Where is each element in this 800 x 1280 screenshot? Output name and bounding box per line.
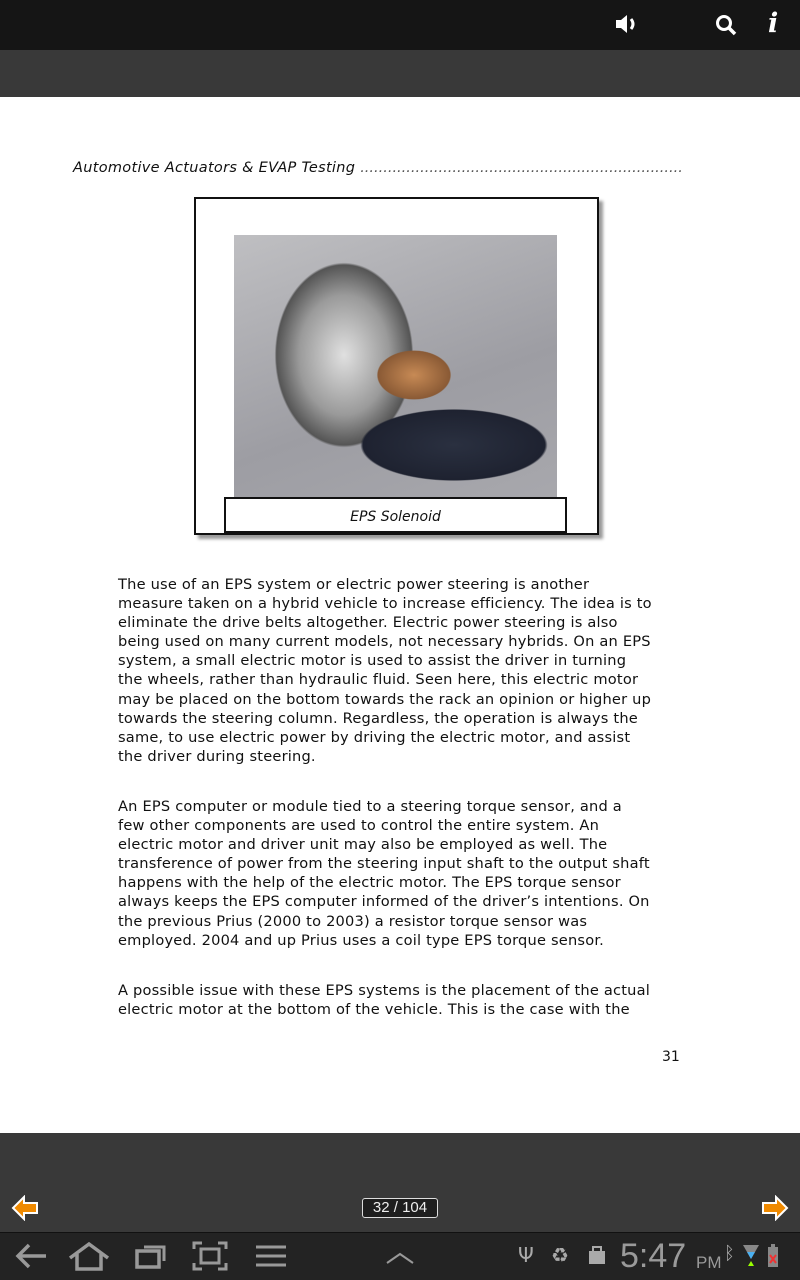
header-title: Automotive Actuators & EVAP Testing	[73, 160, 356, 176]
search-icon[interactable]	[715, 14, 737, 42]
info-icon[interactable]: i	[768, 8, 779, 39]
paragraph	[118, 981, 698, 1019]
paragraph	[118, 575, 698, 766]
document-page	[0, 97, 800, 1133]
text-line: being used on many current models, not necessary hybrids. On an EPS	[118, 633, 651, 651]
header-leader: ......................................................................	[360, 160, 683, 176]
text-line: A possible issue with these EPS systems is the placement of the actual	[118, 982, 651, 999]
text-line: happens with the help of the electric motor. The EPS torque sensor	[118, 874, 621, 892]
recent-apps-icon[interactable]	[134, 1241, 170, 1275]
paragraph	[118, 797, 698, 950]
caption-box	[224, 497, 567, 533]
text-line: electric motor and driver unit may also be employed as well. The	[118, 836, 608, 854]
text-line: transference of power from the steering input shaft to the output shaft	[118, 855, 650, 873]
text-line: few other components are used to control the entire system. An	[118, 817, 600, 835]
text-line: same, to use electric power by driving the electric motor, and assist	[118, 728, 631, 746]
menu-icon[interactable]	[254, 1241, 288, 1275]
page-header	[73, 160, 683, 176]
secondary-toolbar	[0, 50, 800, 97]
wifi-signal-icon	[742, 1243, 760, 1272]
clock-time: 5:47	[620, 1237, 687, 1275]
shopping-bag-icon	[586, 1243, 608, 1270]
text-line: An EPS computer or module tied to a steering torque sensor, and a	[118, 798, 622, 815]
home-icon[interactable]	[66, 1241, 112, 1275]
recycle-icon: ♻	[551, 1243, 569, 1267]
text-line: The use of an EPS system or electric power steering is another	[118, 576, 590, 593]
usb-icon: Ψ	[518, 1243, 534, 1267]
text-line: may be placed on the bottom towards the rack an opinion or higher up	[118, 690, 652, 708]
figure	[194, 197, 599, 535]
text-line: system, a small electric motor is used to assist the driver in turning	[118, 652, 627, 670]
screenshot-icon[interactable]	[192, 1241, 228, 1275]
text-line: the wheels, rather than hydraulic fluid. Seen here, this electric motor	[118, 671, 639, 689]
expand-up-icon[interactable]	[384, 1241, 416, 1275]
text-line: employed. 2004 and up Prius uses a coil type EPS torque sensor.	[118, 931, 605, 949]
page-counter[interactable]: 32 / 104	[362, 1198, 438, 1218]
text-line: the driver during steering.	[118, 747, 316, 765]
text-line: the previous Prius (2000 to 2003) a resistor torque sensor was	[118, 912, 588, 930]
eps-solenoid-photo	[234, 235, 557, 500]
top-toolbar	[0, 0, 800, 50]
clock-ampm: PM	[696, 1253, 722, 1272]
figure-caption: EPS Solenoid	[350, 509, 441, 525]
text-line: always keeps the EPS computer informed of the driver’s intentions. On	[118, 893, 650, 911]
text-line: eliminate the drive belts altogether. Electric power steering is also	[118, 614, 618, 632]
next-page-arrow-icon[interactable]	[761, 1195, 787, 1221]
speaker-icon[interactable]	[615, 14, 639, 40]
bluetooth-icon: ᛒ	[724, 1243, 735, 1264]
back-icon[interactable]	[14, 1241, 48, 1275]
system-navbar	[0, 1232, 800, 1280]
battery-icon	[766, 1243, 780, 1274]
text-line: towards the steering column. Regardless, the operation is always the	[118, 709, 638, 727]
page-number: 31	[662, 1049, 680, 1065]
text-line: measure taken on a hybrid vehicle to increase efficiency. The idea is to	[118, 595, 652, 613]
text-line: electric motor at the bottom of the vehicle. This is the case with the	[118, 1001, 630, 1019]
previous-page-arrow-icon[interactable]	[11, 1195, 37, 1221]
